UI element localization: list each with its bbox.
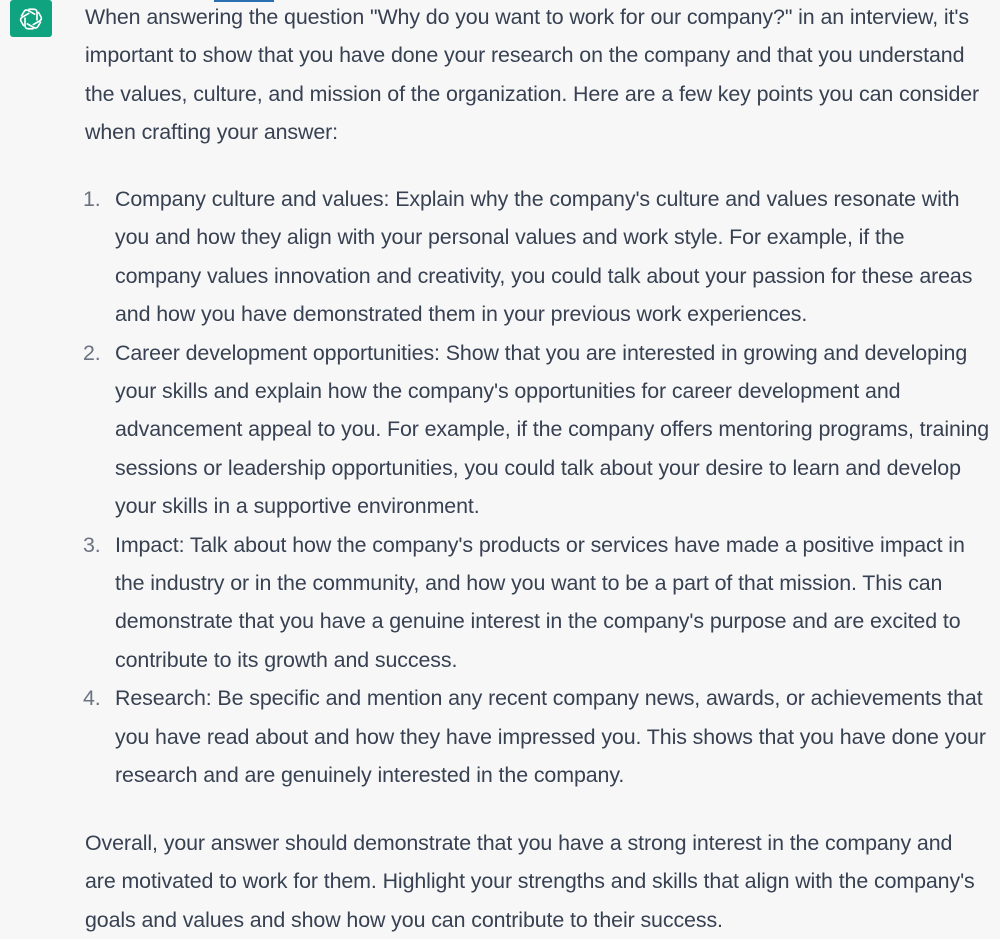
list-item-number: 1. <box>83 187 101 211</box>
list-item <box>85 526 990 680</box>
list-item-text: Career development opportunities: Show that you are interested in growing and developing your skills and explain how the company's opportunities for career development and advancement appeal to you. For example, if the company offers mentoring programs, training sessions or leadership opportunities, you could talk about your desire to learn and develop your skills in a supportive environment. <box>115 340 990 519</box>
list-item <box>85 334 990 526</box>
message-intro: When answering the question "Why do you want to work for our company?" in an interview, it's important to show that you have done your research on the company and that you understand the values, culture, and mission of the organization. Here are a few key points you can consider when crafting your answer: <box>85 5 980 145</box>
list-item-text: Research: Be specific and mention any recent company news, awards, or achievements that you have read about and how they have impressed you. This shows that you have done your research and are genuinely interested in the company. <box>115 686 986 788</box>
list-item-number: 2. <box>83 340 101 365</box>
list-item <box>85 679 990 794</box>
message-outro: Overall, your answer should demonstrate that you have a strong interest in the company and are motivated to work for them. Highlight your strengths and skills that align with the company's goals and values and show how you can contribute to their success. <box>85 831 975 932</box>
assistant-avatar <box>10 0 52 37</box>
list-item <box>85 180 990 334</box>
list-item-text: Company culture and values: Explain why the company's culture and values resonate with you and how they align with your personal values and work style. For example, if the company values innovation and creativity, you could talk about your passion for these areas and how you have demonstrated them in your previous work experiences. <box>115 187 973 327</box>
list-item-number: 3. <box>83 532 101 557</box>
key-points-list <box>85 180 990 795</box>
list-item-text: Impact: Talk about how the company's products or services have made a positive impact in the industry or in the community, and how you want to be a part of that mission. This can demonstrate that you have a genuine interest in the company's purpose and are excited to contribute to its growth and success. <box>115 532 965 672</box>
list-item-number: 4. <box>83 686 101 711</box>
openai-logo-icon <box>16 4 46 34</box>
